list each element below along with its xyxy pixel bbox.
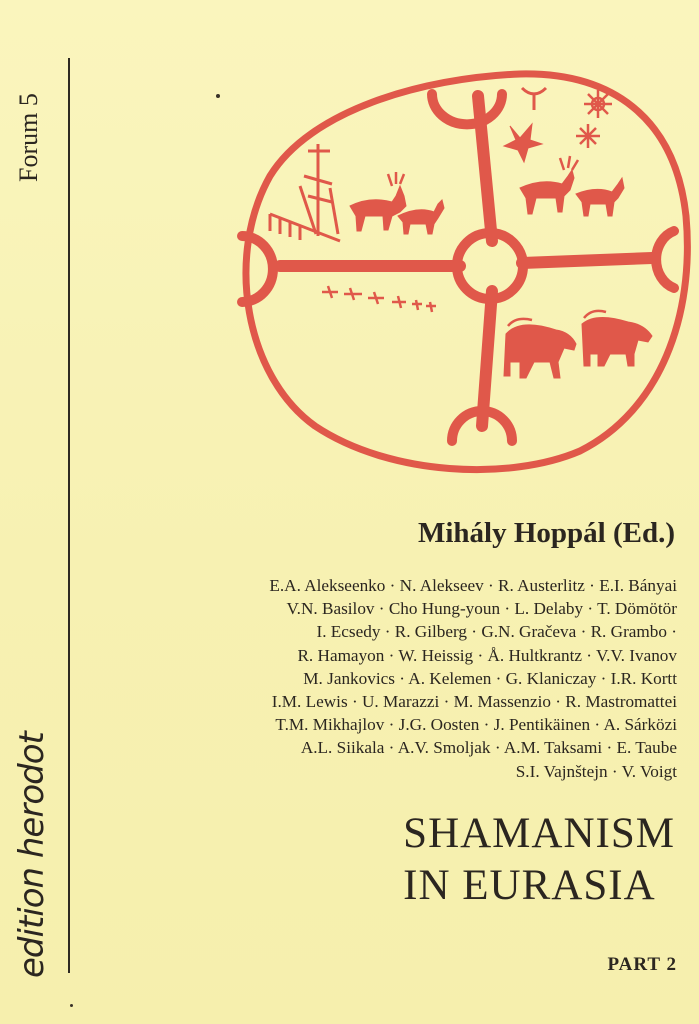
contributors-line: S.I. Vajnštejn · V. Voigt	[515, 761, 677, 781]
part-label: PART 2	[607, 954, 677, 975]
publisher-logo: edition herodot	[12, 732, 52, 978]
shaman-drum-illustration	[220, 66, 692, 480]
contributors-line: A.L. Siikala · A.V. Smoljak · A.M. Taksami · E. Taube	[300, 738, 677, 758]
book-title	[403, 808, 675, 912]
contributors-list	[97, 574, 677, 783]
title-line-1: SHAMANISM	[403, 810, 675, 857]
contributors-line: I. Ecsedy · R. Gilberg · G.N. Gračeva · R. Grambo ·	[316, 622, 677, 642]
contributors-line: T.M. Mikhajlov · J.G. Oosten · J. Pentikäinen · A. Sárközi	[275, 715, 677, 735]
print-speck	[216, 94, 220, 98]
spine-divider-line	[68, 58, 70, 973]
contributors-line: R. Hamayon · W. Heissig · Å. Hultkrantz · V.V. Ivanov	[297, 645, 677, 665]
contributors-line: E.A. Alekseenko · N. Alekseev · R. Austerlitz · E.I. Bányai	[269, 576, 677, 595]
contributors-line: V.N. Basilov · Cho Hung-youn · L. Delaby · T. Dömötör	[286, 599, 677, 619]
editor-name: Mihály Hoppál (Ed.)	[417, 517, 675, 549]
title-line-2: IN EURASIA	[403, 862, 656, 909]
series-label: Forum 5	[14, 93, 43, 182]
print-speck	[70, 1004, 73, 1007]
contributors-line: I.M. Lewis · U. Marazzi · M. Massenzio · R. Mastromattei	[271, 692, 677, 712]
contributors-line: M. Jankovics · A. Kelemen · G. Klaniczay · I.R. Kortt	[303, 668, 677, 688]
